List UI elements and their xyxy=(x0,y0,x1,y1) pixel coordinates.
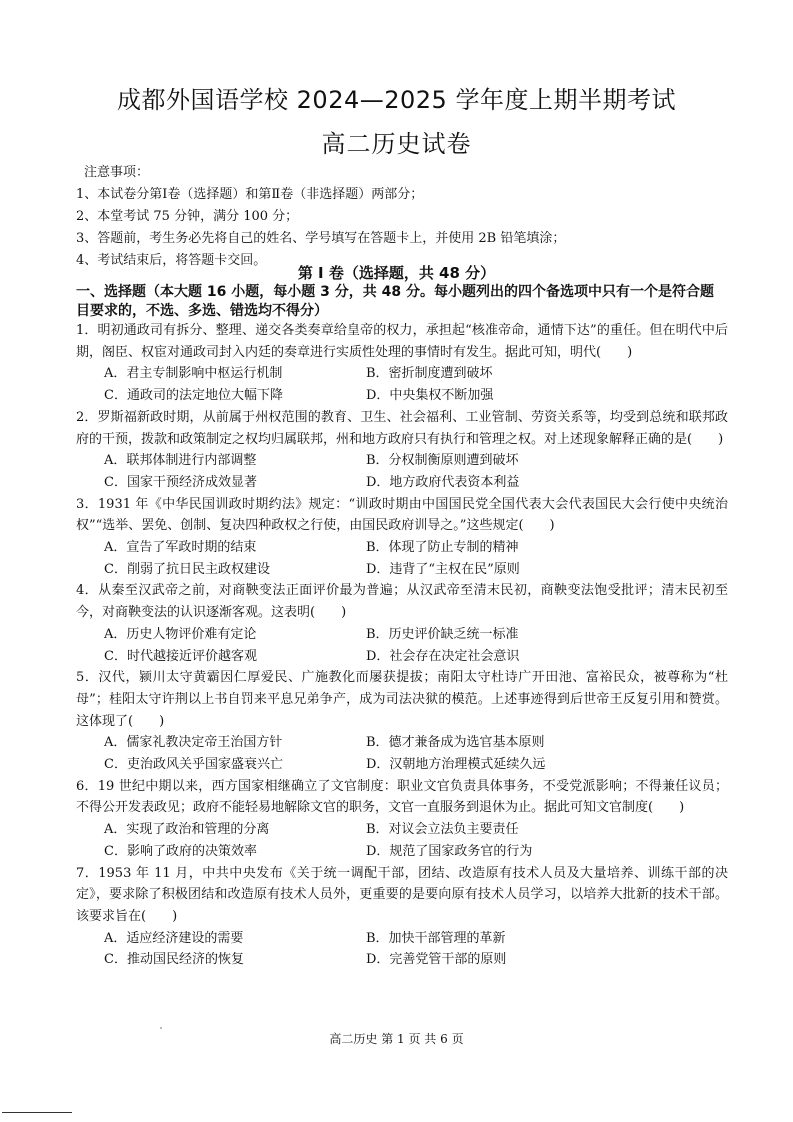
question-1 xyxy=(76,320,728,407)
option-b: B．加快干部管理的革新 xyxy=(366,930,506,946)
option-c: C．推动国民经济的恢复 xyxy=(104,952,244,968)
page-footer: 高二历史 第 1 页 共 6 页 xyxy=(329,1032,464,1046)
question-5 xyxy=(76,667,728,776)
option-c: C．时代越接近评价越客观 xyxy=(104,648,257,664)
exam-subtitle: 高二历史试卷 xyxy=(321,130,472,158)
question-options xyxy=(76,624,728,667)
question-options xyxy=(76,363,728,406)
option-c: C．削弱了抗日民主政权建设 xyxy=(104,561,270,577)
question-options xyxy=(76,732,728,775)
option-d: D．中央集权不断加强 xyxy=(366,388,494,404)
notice-heading: 注意事项： xyxy=(84,165,150,180)
question-options xyxy=(76,450,728,493)
notice-item: 4、考试结束后，将答题卡交回。 xyxy=(76,253,267,268)
question-stem: 1．明初通政司有拆分、整理、递交各类奏章给皇帝的权力，承担起“核准帝命，通情下达”的重任。但在明代中后期，阁臣、权宦对通政司封入内廷的奏章进行实质性处理的事情时有发生。据此可知，明代( ) xyxy=(76,323,728,360)
question-4 xyxy=(76,580,728,667)
question-stem: 4．从秦至汉武帝之前，对商鞅变法正面评价最为普遍；从汉武帝至清末民初，商鞅变法饱受批评；清末民初至今，对商鞅变法的认识逐渐客观。这表明( ) xyxy=(76,583,728,621)
question-stem: 2．罗斯福新政时期，从前属于州权范围的教育、卫生、社会福利、工业管制、劳资关系等，均受到总统和联邦政府的干预，拨款和政策制定之权均归属联邦，州和地方政府只有执行和管理之权。对上述现象解释正确的是( ) xyxy=(76,409,728,447)
part-heading: 一、选择题（本大题 16 小题，每小题 3 分，共 48 分。每小题列出的四个备选项中只有一个是符合题目要求的，不选、多选、错选均不得分） xyxy=(76,284,714,319)
option-d: D．汉朝地方治理模式延续久远 xyxy=(366,757,546,773)
question-stem: 3．1931 年《中华民国训政时期约法》规定：“训政时期由中国国民党全国代表大会代表国民大会行使中央统治权”“选举、罢免、创制、复决四种政权之行使，由国民政府训导之。”这些规定( ) xyxy=(76,496,728,534)
option-d: D．地方政府代表资本利益 xyxy=(366,474,520,490)
option-b: B．德才兼备成为选官基本原则 xyxy=(366,735,545,751)
option-a: A．联邦体制进行内部调整 xyxy=(104,453,257,469)
option-a: A．儒家礼教决定帝王治国方针 xyxy=(104,735,283,751)
question-options xyxy=(76,819,728,862)
option-c: C．吏治政风关乎国家盛衰兴亡 xyxy=(104,757,283,773)
option-d: D．违背了“主权在民”原则 xyxy=(366,561,520,577)
option-b: B．体现了防止专制的精神 xyxy=(366,540,519,556)
question-options xyxy=(76,537,728,580)
question-2 xyxy=(76,407,728,494)
option-b: B．分权制衡原则遭到破坏 xyxy=(366,453,519,469)
notice-item: 1、本试卷分第Ⅰ卷（选择题）和第Ⅱ卷（非选择题）两部分； xyxy=(76,187,424,202)
section-title: 第 Ⅰ 卷（选择题，共 48 分） xyxy=(297,264,496,282)
option-c: C．通政司的法定地位大幅下降 xyxy=(104,388,283,404)
notice-block xyxy=(76,162,736,272)
question-list xyxy=(76,320,728,971)
notice-item: 2、本堂考试 75 分钟，满分 100 分； xyxy=(76,209,299,224)
option-d: D．社会存在决定社会意识 xyxy=(366,648,520,664)
notice-item: 3、答题前，考生务必先将自己的姓名、学号填写在答题卡上，并使用 2B 铅笔填涂； xyxy=(76,231,566,246)
option-a: A．实现了政治和管理的分离 xyxy=(104,822,270,838)
question-3 xyxy=(76,494,728,581)
question-stem: 6．19 世纪中期以来，西方国家相继确立了文官制度：职业文官负责具体事务，不受党派影响；不得兼任议员；不得公开发表政见；政府不能轻易地解除文官的职务，文官一直服务到退休为止。据此可知文官制度( ) xyxy=(76,778,728,816)
option-d: D．规范了国家政务官的行为 xyxy=(366,843,533,859)
option-d: D．完善党管干部的原则 xyxy=(366,952,507,968)
option-c: C．国家干预经济成效显著 xyxy=(104,474,257,490)
question-7 xyxy=(76,863,728,972)
scan-speck xyxy=(160,1027,162,1029)
option-a: A．君主专制影响中枢运行机制 xyxy=(104,366,283,382)
option-c: C．影响了政府的决策效率 xyxy=(104,843,257,859)
question-stem: 5．汉代，颍川太守黄霸因仁厚爱民、广施教化而屡获提拔；南阳太守杜诗广开田池、富裕民众，被尊称为“杜母”；桂阳太守许荆以上书自罚来平息兄弟争产，成为司法决狱的模范。上述事迹得到后世帝王反复引用和赞赏。这体现了( ) xyxy=(76,670,728,729)
option-b: B．密折制度遭到破坏 xyxy=(366,366,493,382)
question-stem: 7．1953 年 11 月，中共中央发布《关于统一调配干部，团结、改造原有技术人员及大量培养、训练干部的决定》，要求除了积极团结和改造原有技术人员外，更重要的是要向原有技术人员学习，以培养大批新的技术干部。该要求旨在( ) xyxy=(76,865,728,924)
option-a: A．宣告了军政时期的结束 xyxy=(104,540,257,556)
option-b: B．历史评价缺乏统一标准 xyxy=(366,626,519,642)
option-a: A．适应经济建设的需要 xyxy=(104,930,244,946)
option-b: B．对议会立法负主要责任 xyxy=(366,822,519,838)
exam-title: 成都外国语学校 2024—2025 学年度上期半期考试 xyxy=(117,86,676,114)
question-options xyxy=(76,928,728,971)
corner-rule xyxy=(2,1112,72,1113)
question-6 xyxy=(76,776,728,863)
option-a: A．历史人物评价难有定论 xyxy=(104,626,257,642)
